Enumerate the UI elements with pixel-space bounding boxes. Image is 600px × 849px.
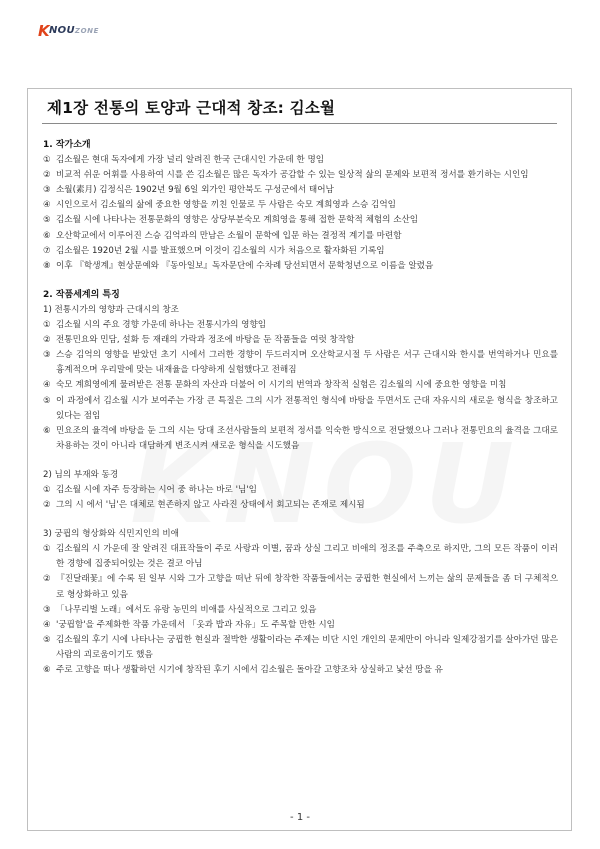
list-item-text: 전통민요와 민담, 설화 등 재래의 가락과 정조에 바탕을 둔 작품들을 여럿 창작함 <box>56 335 355 346</box>
list-item <box>43 424 558 454</box>
list-item-text: 주로 고향을 떠나 생활하던 시기에 창작된 후기 시에서 김소월은 돌아갈 고향조차 상실하고 낯선 땅을 유 <box>56 665 443 675</box>
logo-k-mark: K <box>38 22 50 40</box>
list-item <box>43 572 558 602</box>
list-item-number: ① <box>43 484 51 495</box>
list-item-text: 숙모 계희영에게 물려받은 전통 문화의 자산과 더불어 이 시기의 번역과 창작적 실험은 김소월의 시에 중요한 영향을 미침 <box>56 380 507 391</box>
subsection-heading: 1) 전통시가의 영향과 근대시의 창조 <box>43 304 179 315</box>
list-item <box>43 542 558 572</box>
list-item-number: ② <box>43 500 51 511</box>
title-divider <box>42 123 557 124</box>
list-item-number: ⑥ <box>43 425 51 436</box>
list-item <box>43 378 558 393</box>
knouzone-logo <box>38 22 118 40</box>
list-item <box>43 198 558 213</box>
list-item-number: ④ <box>43 619 51 630</box>
list-item-number: ⑧ <box>43 260 51 271</box>
list-item <box>43 183 558 198</box>
list-item <box>43 244 558 259</box>
document-body <box>43 138 558 678</box>
subsection-heading: 2) 님의 부재와 동경 <box>43 469 119 480</box>
section-heading: 2. 작품세계의 특징 <box>43 289 120 300</box>
list-item-number: ② <box>43 170 51 181</box>
list-item-number: ④ <box>43 200 51 211</box>
list-item-text: 김소월 시에 자주 등장하는 시어 중 하나는 바로 '님'임 <box>56 484 257 495</box>
list-item <box>43 394 558 424</box>
list-item-text: 이 과정에서 김소월 시가 보여주는 가장 큰 특질은 그의 시가 전통적인 형식에 바탕을 두면서도 근대 자유시의 새로운 형식을 창조하고 있다는 점임 <box>56 395 558 421</box>
list-item-text: 스승 김억의 영향을 받았던 초기 시에서 그러한 경향이 두드러지며 오산학교시절 두 사람은 서구 근대시와 한시를 번역하거나 민요를 흉계적으며 우리말에 맞는 내재율을 다양하게 실험했다고 전해짐 <box>56 350 558 376</box>
list-item-number: ③ <box>43 185 51 196</box>
logo-wordmark: NOUZONE <box>49 25 99 36</box>
list-item-text: 김소월 시에 나타나는 전통문화의 영향은 상당부분숙모 계희영을 통해 접한 문학적 체험의 소산임 <box>56 215 419 226</box>
list-item-text: 민요조의 율격에 바탕을 둔 그의 시는 당대 조선사람들의 보편적 정서를 익숙한 방식으로 전달했으나 그러나 전통민요의 율격을 그대로 차용하는 것이 아니라 대담하게 변조시켜 새로운 형식을 시도했음 <box>56 425 558 451</box>
list-item <box>43 333 558 348</box>
list-item <box>43 633 558 663</box>
list-item-text: 시인으로서 김소월의 삶에 중요한 영향을 끼친 인물로 두 사람은 숙모 계희영과 스승 김억임 <box>56 200 396 211</box>
list-item-number: ⑤ <box>43 215 51 226</box>
list-item <box>43 663 558 678</box>
list-item-number: ④ <box>43 380 51 391</box>
list-item <box>43 348 558 378</box>
section-list <box>43 483 558 513</box>
page-title: 제1장 전통의 토양과 근대적 창조: 김소월 <box>47 99 336 117</box>
list-item-number: ② <box>43 335 51 346</box>
list-item-text: 비교적 쉬운 어휘를 사용하여 시를 쓴 김소월은 많은 독자가 공감할 수 있는 일상적 삶의 문제와 보편적 정서를 환기하는 시인임 <box>56 170 529 181</box>
list-item <box>43 213 558 228</box>
list-item <box>43 229 558 244</box>
list-item-text: 『진달래꽃』에 수록 된 일부 시와 그가 고향을 떠난 뒤에 창작한 작품들에서는 궁핍한 현실에서 느끼는 삶의 문제들을 좀 더 구체적으로 형상화하고 있음 <box>56 574 558 600</box>
list-item <box>43 603 558 618</box>
list-item <box>43 483 558 498</box>
list-item-text: 김소월은 현대 독자에게 가장 널리 알려진 한국 근대시인 가운데 한 명임 <box>56 155 325 166</box>
list-item-number: ⑥ <box>43 230 51 241</box>
list-item <box>43 318 558 333</box>
list-item-text: 이후 『학생계』현상문예와 『동아일보』독자문단에 수차례 당선되면서 문학청년으로 이름을 알렸음 <box>56 260 434 271</box>
list-item-text: 소월(素月) 김정식은 1902년 9월 6일 외가인 평안북도 구성군에서 태어남 <box>56 185 334 196</box>
list-item-number: ⑥ <box>43 665 51 675</box>
list-item-number: ⑤ <box>43 634 51 645</box>
list-item-number: ⑦ <box>43 245 51 256</box>
list-item-text: 김소월의 시 가운데 잘 알려진 대표작들이 주로 사랑과 이별, 꿈과 상실 그리고 비애의 정조를 주축으로 하지만, 그의 모든 작품이 이러한 경향에 집중되어있는 것은 결코 아님 <box>56 544 558 570</box>
section-heading: 1. 작가소개 <box>43 140 91 150</box>
list-item-text: 김소월 시의 주요 경향 가운데 하나는 전통시가의 영향임 <box>56 320 267 331</box>
list-item-number: ③ <box>43 350 51 361</box>
list-item-text: 김소월의 후기 시에 나타나는 궁핍한 현실과 절박한 생활이라는 주제는 비단 시인 개인의 문제만이 아니라 일제강점기를 살아가던 많은 사람의 괴로움이기도 했음 <box>56 634 558 660</box>
list-item <box>43 618 558 633</box>
list-item-text: '궁핍함'을 주제화한 작품 가운데서 「옷과 밥과 자유」도 주목할 만한 시임 <box>56 619 335 630</box>
section-list <box>43 153 558 274</box>
list-item-number: ③ <box>43 604 51 615</box>
list-item <box>43 153 558 168</box>
subsection-heading: 3) 궁핍의 형상화와 식민지인의 비애 <box>43 529 179 540</box>
section-list <box>43 318 558 454</box>
list-item-number: ① <box>43 544 51 555</box>
page-number: - 1 - <box>290 812 310 823</box>
list-item-number: ① <box>43 155 51 166</box>
list-item-text: 그의 시 에서 '님'은 대체로 현존하지 않고 사라진 상태에서 회고되는 존재로 제시됨 <box>56 500 365 511</box>
list-item-text: 「나무리벌 노래」에서도 유랑 농민의 비애를 사실적으로 그리고 있음 <box>56 604 317 615</box>
section-list <box>43 542 558 678</box>
list-item <box>43 168 558 183</box>
list-item <box>43 259 558 274</box>
list-item-text: 오산학교에서 이루어진 스승 김억과의 만남은 소월이 문학에 입문 하는 결정적 계기를 마련함 <box>56 230 402 241</box>
list-item-number: ① <box>43 320 51 331</box>
list-item-number: ② <box>43 574 51 585</box>
list-item-text: 김소월은 1920년 2월 시를 발표했으며 이것이 김소월의 시가 처음으로 활자화된 기록임 <box>56 245 385 256</box>
list-item-number: ⑤ <box>43 395 51 406</box>
list-item <box>43 498 558 513</box>
